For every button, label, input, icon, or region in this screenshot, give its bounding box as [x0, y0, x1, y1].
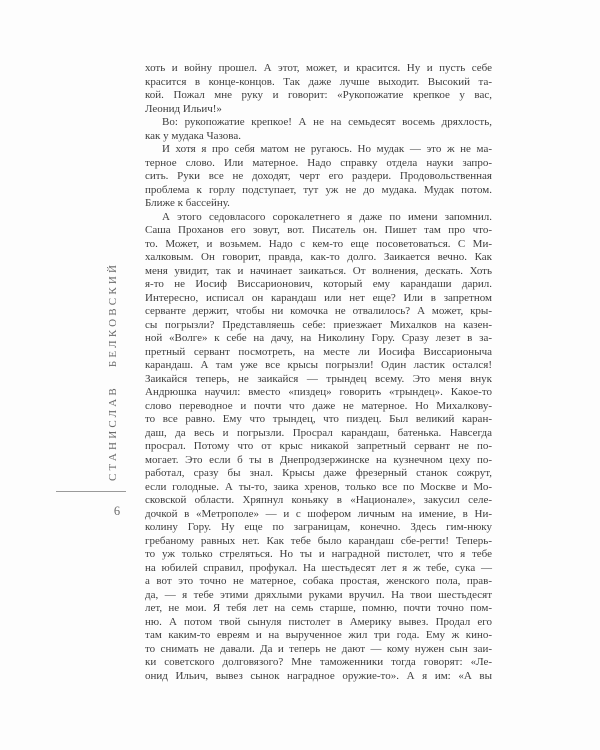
text-line: ки советского долговязого? Мне таможенники тогда говорят: «Ле- — [145, 656, 492, 668]
text-line: Леонид Ильич!» — [145, 102, 222, 115]
text-line: там каким-то евреям и на вырученное жил три года. Ему ж кино- — [145, 629, 492, 641]
text-line: онид Ильич, вывез сынок наградное оружие-то». А я им: «А вы — [145, 669, 492, 682]
text-line: слово переводное и почти что даже не матерное. Но Михалкову- — [145, 399, 492, 412]
text-line: то уж только стреляться. Но ты и наградной пистолет, что я тебе — [145, 548, 492, 560]
text-line: И хотя я про себя матом не ругаюсь. Но мудак — это ж не ма- — [162, 143, 492, 155]
text-line: красится в конце-концов. Так даже лучше выходит. Высокий та- — [145, 75, 492, 88]
text-line: халковым. Он говорит, правда, как-то долго. Заикается вечно. Как — [145, 251, 492, 263]
text-line: Во: рукопожатие крепкое! А не на семьдесят восемь дряхлость, — [162, 116, 492, 128]
text-line: Заикайся теперь, не заикайся — трындец всему. Это меня внук — [145, 372, 492, 385]
text-line: да, — я тебе этими дряхлыми руками вручил. На твои шестьдесят — [145, 588, 492, 601]
page-number: 6 — [113, 504, 121, 518]
text-line: претный сервант посмотреть, на месте ли Иосифа Виссарионыча — [145, 345, 492, 358]
margin-rule — [56, 491, 126, 492]
text-line: проблема к горлу подступает, тут уж не до мудака. Мудак потом. — [145, 183, 492, 196]
body-text — [145, 62, 492, 683]
text-line: если голодные. А ты-то, заика хренов, только все по Москве и Мо- — [145, 480, 492, 493]
text-line: серванте держит, чтобы ни комочка не отвалилось? А может, кры- — [145, 305, 492, 317]
text-line: Интересно, исписал он карандаш или нет еще? Или в запретном — [145, 291, 492, 304]
text-line: то. Может, и возьмем. Надо с кем-то еще посоветоваться. С Ми- — [145, 237, 492, 250]
text-line: терное слово. Или матерное. Надо справку отдела науки запро- — [145, 156, 492, 169]
text-line: кой. Пожал мне руку и говорит: «Рукопожатие крепкое у вас, — [145, 89, 492, 101]
text-line: А этого седовласого сорокалетнего я даже по имени запомнил. — [162, 210, 492, 223]
text-line: колину Гору. Ну еще по заграницам, конечно. Здесь гим-нюку — [145, 521, 492, 533]
text-line: Андрюшка научил: вместо «пиздец» говорить «трындец». Какое-то — [145, 386, 492, 398]
text-line: просрал. Потому что от крыс никакой запретный сервант не по- — [145, 440, 492, 452]
text-line: даш, да весь и погрызли. Просрал карандаш, батенька. Навсегда — [145, 426, 492, 439]
text-line: карандаш. А там уже все крысы погрызли! Один ластик остался! — [145, 359, 492, 371]
text-line: Саша Проханов его зовут, вот. Писатель он. Пишет там про что- — [145, 224, 492, 236]
text-line: дочкой в «Метрополе» — и с шофером личным на имение, в Ни- — [145, 507, 492, 520]
text-line: гребаному равных нет. Как тебе было карандаш сбе-регти! Теперь- — [145, 534, 492, 547]
text-line: я-то не Иосиф Виссарионович, который ему карандаши дарил. — [145, 278, 492, 290]
text-line: хоть и войну прошел. А этот, может, и красится. Ну и пусть себе — [145, 62, 492, 74]
text-line: то все равно. Ему что трындец, что пиздец. Был великий каран- — [145, 413, 492, 425]
text-line: ню. А потом твой сынуля пистолет в Америку вывез. Продал его — [145, 615, 492, 628]
text-line: лет, не мои. Я тебя лет на семь старше, помню, почти точно пом- — [145, 602, 492, 614]
text-line: то снимать не давали. Да и теперь не дают — кому нужен сын заи- — [145, 642, 492, 655]
text-line: на юбилей справил, профукал. На шестьдесят лет я ж тебе, сука — — [145, 561, 492, 574]
text-line: а вот это точно не матерное, собака простая, женского пола, прав- — [145, 575, 492, 587]
text-line: сы погрызли? Представляешь себе: приезжает Михалков на казен- — [145, 318, 492, 331]
text-line: сковской области. Хряпнул коньяку в «Национале», закусил селе- — [145, 494, 492, 506]
text-line: как у мудака Чазова. — [145, 129, 241, 142]
text-line: сить. Руки все не доходят, черт его раздери. Продовольственная — [145, 170, 492, 182]
text-line: могает. Это если б ты в Днепродзержинске на кузнечном цеху по- — [145, 453, 492, 466]
text-line: работал, сразу бы знал. Крысы даже фрезерный станок сожрут, — [145, 467, 492, 479]
text-line: Ближе к бассейну. — [145, 197, 230, 209]
text-line: ной «Волге» к себе на дачу, на Николину Гору. Сразу лезет в за- — [145, 332, 492, 344]
text-line: меня увидит, так и начинает заикаться. От волнения, дескать. Хоть — [145, 264, 492, 277]
author-name-vertical: СТАНИСЛАВ БЕЛКОВСКИЙ — [107, 261, 119, 481]
